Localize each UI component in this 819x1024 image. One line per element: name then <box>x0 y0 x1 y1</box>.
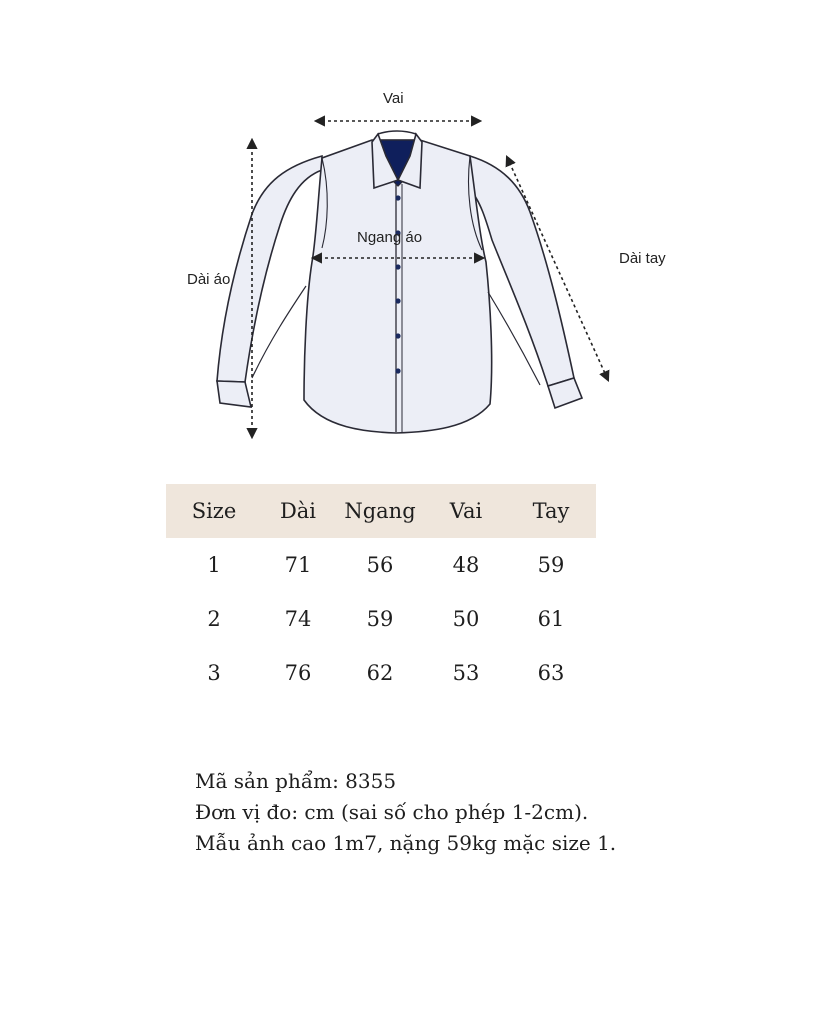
table-row <box>166 538 596 592</box>
size-table <box>166 484 596 700</box>
button <box>395 333 400 338</box>
table-cell: 63 <box>537 661 565 685</box>
left-cuff <box>217 381 251 407</box>
measurement-unit-note: Đơn vị đo: cm (sai số cho phép 1-2cm). <box>195 800 589 824</box>
table-cell: 71 <box>284 553 312 577</box>
table-cell: 59 <box>366 607 394 631</box>
product-code: Mã sản phẩm: 8355 <box>195 769 397 793</box>
table-cell: 56 <box>366 553 394 577</box>
table-cell: 61 <box>537 607 565 631</box>
header-shoulder: Vai <box>426 484 506 538</box>
button <box>395 264 400 269</box>
table-cell: 3 <box>207 661 221 685</box>
table-cell: 48 <box>452 553 480 577</box>
table-row <box>166 592 596 646</box>
sleeve-label: Dài tay <box>619 250 666 267</box>
model-info-note: Mẫu ảnh cao 1m7, nặng 59kg mặc size 1. <box>195 831 617 855</box>
header-sleeve: Tay <box>506 484 596 538</box>
table-header-row <box>166 484 596 538</box>
shoulder-label: Vai <box>383 90 404 107</box>
table-cell: 50 <box>452 607 480 631</box>
button <box>395 298 400 303</box>
header-size: Size <box>166 484 262 538</box>
button <box>395 195 400 200</box>
table-cell: 2 <box>207 607 221 631</box>
table-cell: 76 <box>284 661 312 685</box>
header-length: Dài <box>262 484 334 538</box>
table-cell: 74 <box>284 607 312 631</box>
length-label: Dài áo <box>187 271 231 288</box>
product-notes <box>195 766 616 859</box>
header-chest: Ngang <box>334 484 426 538</box>
table-cell: 1 <box>207 553 221 577</box>
table-cell: 62 <box>366 661 394 685</box>
table-cell: 53 <box>452 661 480 685</box>
chest-label: Ngang áo <box>357 229 423 246</box>
table-cell: 59 <box>537 553 565 577</box>
button <box>395 368 400 373</box>
table-row <box>166 646 596 700</box>
size-diagram <box>0 0 819 460</box>
